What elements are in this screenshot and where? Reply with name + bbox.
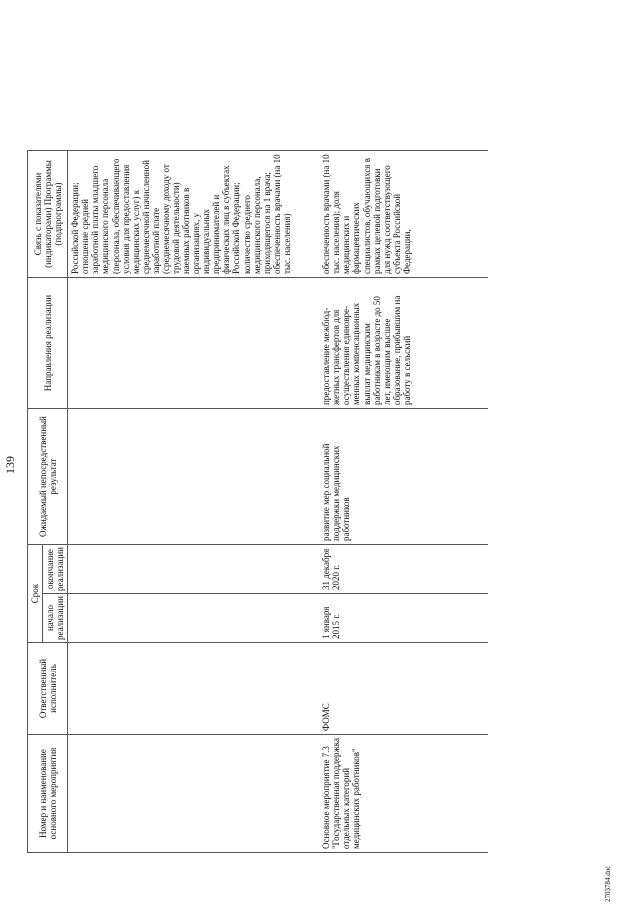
- cell-expected-result: [68, 409, 320, 545]
- header-directions: Направления реализации: [28, 278, 68, 409]
- header-expected-result: Ожидаемый непосредственный результат: [28, 409, 68, 545]
- header-term-end: окончание реализации: [43, 545, 68, 594]
- header-indicators-link: Связь с показателями (индикаторами) Программы (подпрограммы): [28, 151, 68, 278]
- cell-directions: предоставление межбюд-жетных трансфертов для осуществления единовре-менных компенсационных выплат медицинским работникам в возрасте до 50 лет, имеющим высшее образование, прибывшим на работу в сельский: [319, 278, 488, 409]
- table-row: [68, 151, 320, 853]
- measures-table: [27, 150, 488, 853]
- header-term-start: начало реализации: [43, 594, 68, 643]
- footer-filename: 2703784.doc: [604, 865, 612, 902]
- header-term: Срок: [28, 545, 43, 643]
- cell-executor: [68, 643, 320, 735]
- cell-term-end: 31 декабря 2020 г.: [319, 545, 488, 594]
- cell-indicators-link: обеспеченность врачами (на 10 тыс. населения); доля медицинских и фармацевтических специалистов, обучающихся в рамках целевой подготовки для нужд соответствующего субъекта Российской Федерации,: [319, 151, 488, 278]
- cell-expected-result: развитие мер социальной поддержки медицинских работников: [319, 409, 488, 545]
- cell-indicators-link: Российской Федерации; отношение средней заработной платы младшего медицинского персонала (персонала, обеспечивающего условия для предоставления медицинских услуг) к среднемесячной начисленной заработной плате (среднемесячному доходу от трудовой деятельности) наемных работников в организациях, у индивидуальных предпринимателей и физических лиц в субъектах Российской Федерации; количество среднего медицинского персонала, приходящегося на 1 врача; обеспеченность врачами (на 10 тыс. населения): [68, 151, 320, 278]
- cell-measure-name: Основное мероприятие 7.3 "Государственная поддержка отдельных категорий медицинских работников": [319, 735, 488, 853]
- header-executor: Ответственный исполнитель: [28, 643, 68, 735]
- cell-executor: ФОМС: [319, 643, 488, 735]
- cell-term-start: 1 января 2015 г.: [319, 594, 488, 643]
- cell-directions: [68, 278, 320, 409]
- cell-measure-name: [68, 735, 320, 853]
- page-number: 139: [3, 456, 17, 474]
- cell-term-end: [68, 545, 320, 594]
- cell-term-start: [68, 594, 320, 643]
- header-measure-name: Номер и наименование основного мероприятия: [28, 735, 68, 853]
- table-row: [319, 151, 488, 853]
